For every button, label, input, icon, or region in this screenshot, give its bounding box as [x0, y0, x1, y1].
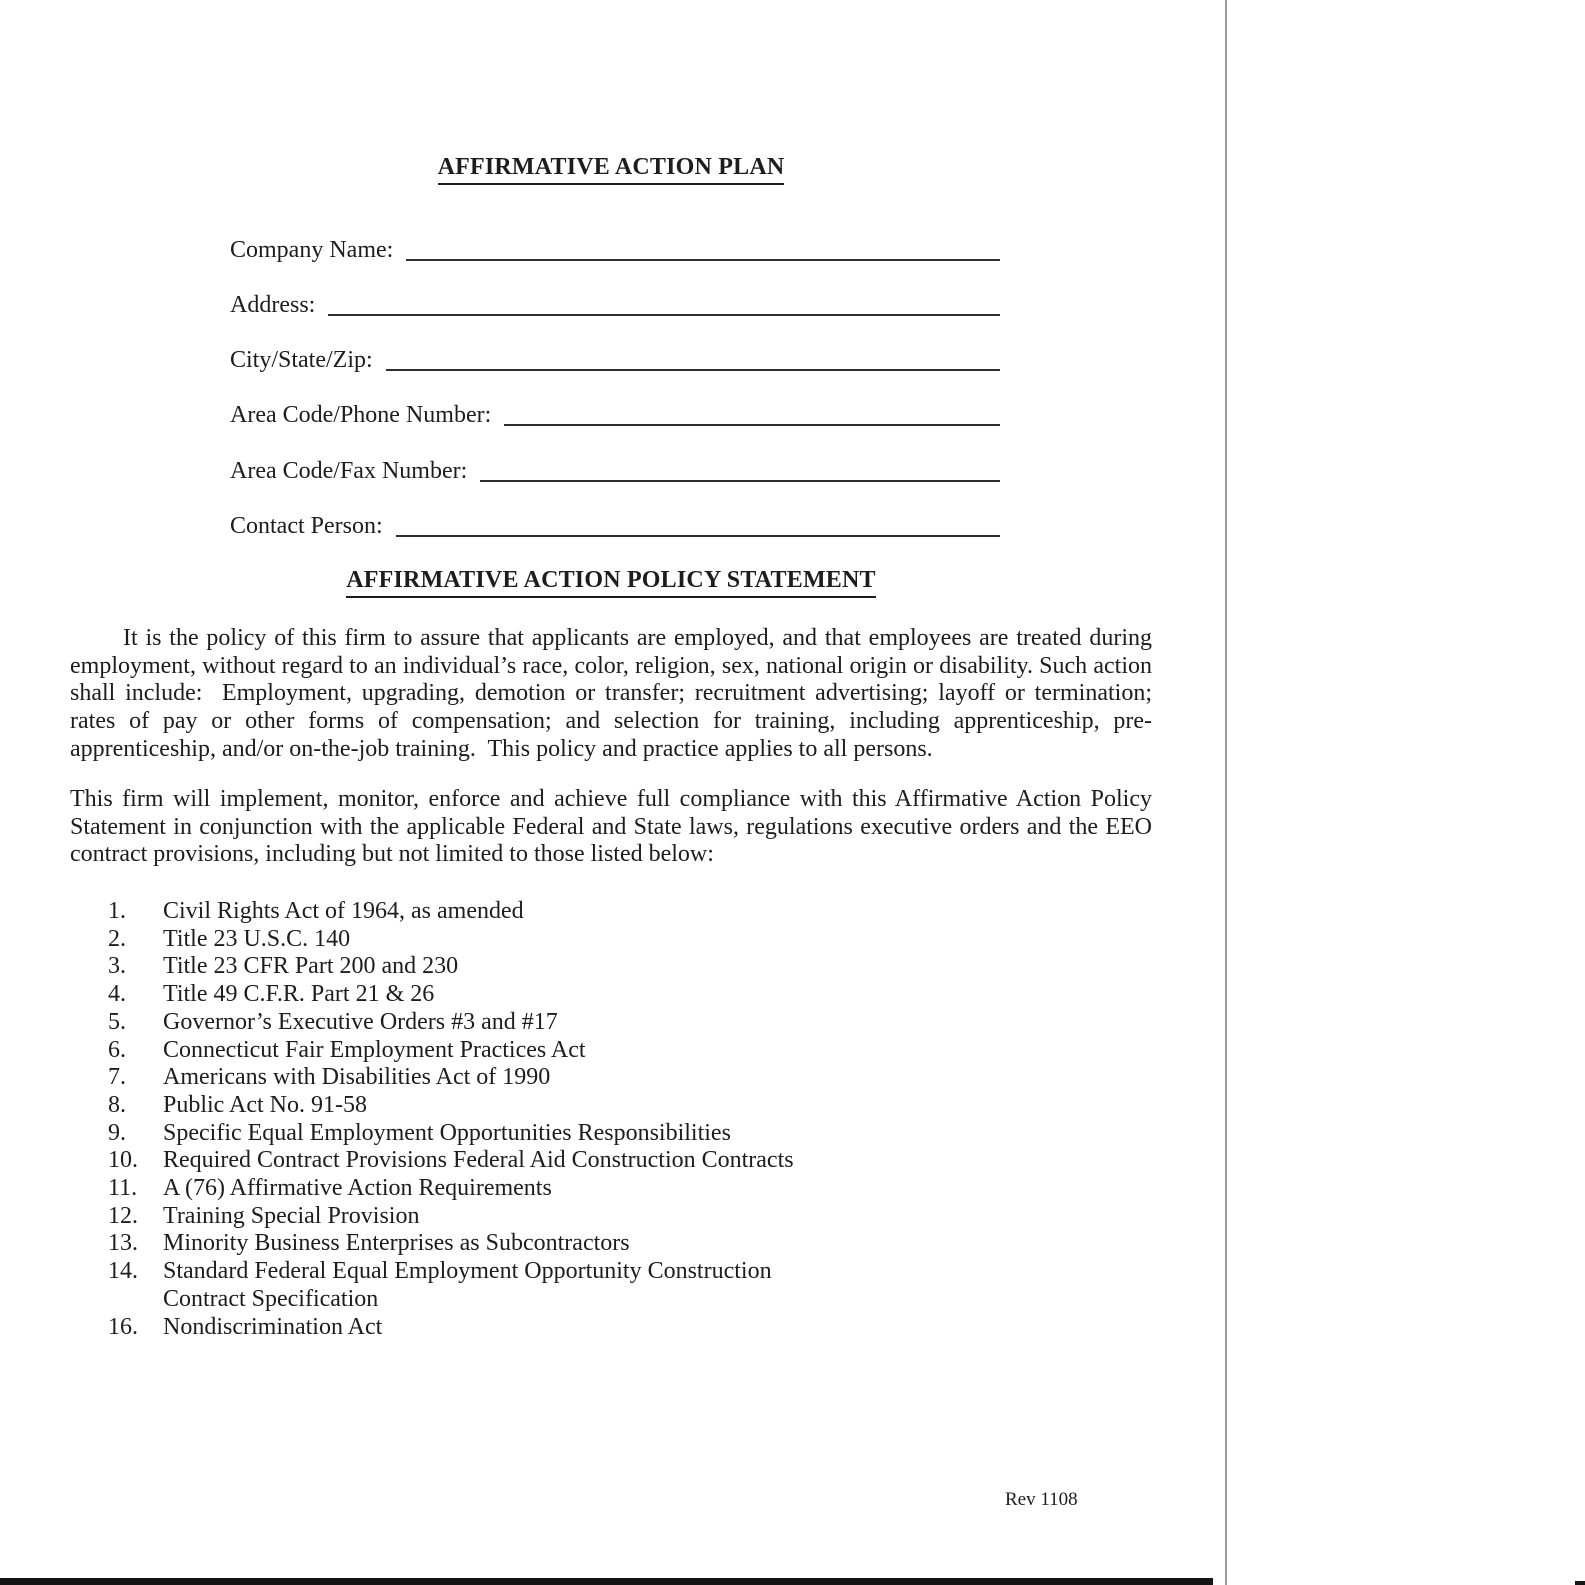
- list-item-number: 7.: [108, 1064, 126, 1091]
- scan-edge-corner-mark: [1575, 1581, 1585, 1585]
- list-item: [108, 1064, 823, 1092]
- list-item-text: A (76) Affirmative Action Requirements: [163, 1175, 552, 1202]
- list-item-number: 3.: [108, 953, 126, 980]
- scan-edge-bottom: [0, 1578, 1213, 1585]
- list-item: [108, 1203, 823, 1231]
- list-item: [108, 1092, 823, 1120]
- city-state-zip-blank[interactable]: [386, 369, 1000, 371]
- list-item-text: Connecticut Fair Employment Practices Act: [163, 1036, 586, 1063]
- field-city-state-zip: [230, 347, 1000, 402]
- list-item-number: 6.: [108, 1036, 126, 1063]
- page-edge-divider: [1225, 0, 1227, 1585]
- list-item-text: Training Special Provision: [163, 1202, 420, 1229]
- list-item-number: 16.: [108, 1313, 138, 1340]
- list-item: [108, 1009, 823, 1037]
- list-item: [108, 1314, 823, 1342]
- list-item-text: Americans with Disabilities Act of 1990: [163, 1064, 551, 1091]
- list-item-number: 14.: [108, 1258, 138, 1285]
- list-item-number: 11.: [108, 1175, 138, 1202]
- city-state-zip-label: City/State/Zip:: [230, 347, 373, 374]
- company-name-blank[interactable]: [406, 259, 1000, 261]
- list-item-text: Public Act No. 91-58: [163, 1091, 367, 1118]
- list-item: [108, 1120, 823, 1148]
- field-phone-number: [230, 402, 1000, 457]
- list-item-text: Required Contract Provisions Federal Aid Construction Contracts: [163, 1147, 794, 1174]
- policy-paragraph-1: It is the policy of this firm to assure that applicants are employed, and that employees are treated during employment, without regard to an individual’s race, color, religion, sex, national origin or disability. Such action shall include: Employment, upgrading, demotion or transfer; recruitment advertising; layoff or termination; rates of pay or other forms of compensation; and selection for training, including apprenticeship, pre-apprenticeship, and/or on-the-job training. This policy and practice applies to all persons.: [70, 625, 1158, 762]
- field-company-name: [230, 237, 1000, 292]
- list-item-number: 1.: [108, 898, 126, 924]
- list-item: [108, 898, 823, 926]
- field-fax-number: [230, 458, 1000, 513]
- document-title: [0, 154, 1222, 185]
- list-item-number: 10.: [108, 1147, 138, 1174]
- list-item-text: Title 23 U.S.C. 140: [163, 925, 351, 952]
- laws-list: [108, 898, 823, 1341]
- field-contact-person: [230, 513, 1000, 568]
- list-item: [108, 1258, 823, 1313]
- address-blank[interactable]: [328, 314, 1000, 316]
- list-item-number: 8.: [108, 1091, 126, 1118]
- company-name-label: Company Name:: [230, 237, 394, 263]
- contact-info-form: [230, 237, 1000, 568]
- list-item-text: Minority Business Enterprises as Subcontractors: [163, 1230, 630, 1257]
- list-item-number: 5.: [108, 1008, 126, 1035]
- list-item: [108, 953, 823, 981]
- field-address: [230, 292, 1000, 347]
- list-item-number: 4.: [108, 981, 126, 1008]
- list-item-text: Governor’s Executive Orders #3 and #17: [163, 1008, 558, 1035]
- phone-number-label: Area Code/Phone Number:: [230, 402, 492, 429]
- list-item-number: 2.: [108, 925, 126, 952]
- fax-number-blank[interactable]: [480, 480, 1000, 482]
- list-item: [108, 1147, 823, 1175]
- list-item-text: Specific Equal Employment Opportunities Responsibilities: [163, 1119, 731, 1146]
- list-item: [108, 981, 823, 1009]
- list-item-number: 9.: [108, 1119, 126, 1146]
- policy-paragraph-2: This firm will implement, monitor, enforce and achieve full compliance with this Affirmative Action Policy Statement in conjunction with the applicable Federal and State laws, regulations executive orders and the EEO contract provisions, including but not limited to those listed below:: [70, 786, 1158, 868]
- address-label: Address:: [230, 292, 316, 319]
- list-item-number: 13.: [108, 1230, 138, 1257]
- policy-statement-heading-text: AFFIRMATIVE ACTION POLICY STATEMENT: [346, 567, 876, 598]
- list-item: [108, 1175, 823, 1203]
- list-item-text: Title 49 C.F.R. Part 21 & 26: [163, 981, 435, 1008]
- list-item-number: 12.: [108, 1202, 138, 1229]
- policy-statement-heading: [0, 567, 1222, 598]
- list-item-text: Nondiscrimination Act: [163, 1313, 383, 1340]
- document-title-text: AFFIRMATIVE ACTION PLAN: [438, 154, 785, 185]
- contact-person-label: Contact Person:: [230, 512, 383, 539]
- list-item-text: Title 23 CFR Part 200 and 230: [163, 953, 459, 980]
- revision-label: Rev 1108: [1005, 1489, 1078, 1510]
- phone-number-blank[interactable]: [504, 424, 1000, 426]
- list-item-text: Civil Rights Act of 1964, as amended: [163, 898, 524, 924]
- list-item: [108, 1037, 823, 1065]
- list-item: [108, 926, 823, 954]
- contact-person-blank[interactable]: [396, 535, 1000, 537]
- fax-number-label: Area Code/Fax Number:: [230, 457, 468, 484]
- list-item: [108, 1230, 823, 1258]
- list-item-text: Standard Federal Equal Employment Opportunity Construction Contract Specification: [163, 1258, 772, 1312]
